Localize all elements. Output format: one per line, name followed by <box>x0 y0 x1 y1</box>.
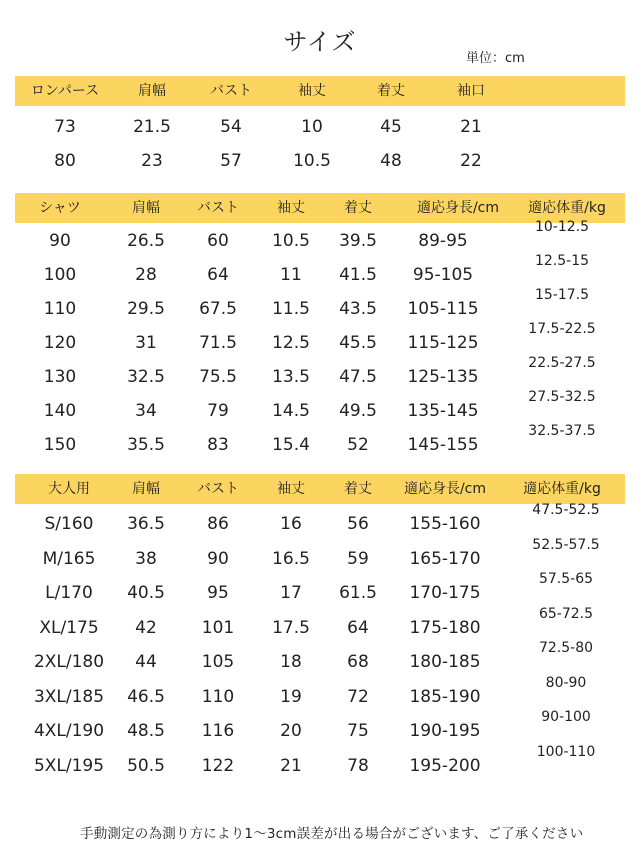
table-cell: 46.5 <box>127 686 165 707</box>
table-cell: 5XL/195 <box>33 755 105 776</box>
table-cell: 22.5-27.5 <box>528 355 596 371</box>
table-cell: 10.5 <box>293 151 331 171</box>
table-cell: 21 <box>460 117 482 137</box>
table-cell: 165-170 <box>409 548 481 569</box>
table-cell: 17.5 <box>272 617 310 638</box>
table-cell: 105-115 <box>407 299 479 319</box>
table-cell: 16 <box>280 514 302 534</box>
shirt-header-row <box>15 193 625 223</box>
table-cell: 83 <box>207 435 229 455</box>
table-cell: 11 <box>280 265 302 285</box>
table-cell: 72 <box>347 686 369 707</box>
table-cell: 65-72.5 <box>538 605 594 622</box>
table-cell: 110 <box>201 686 235 707</box>
table-cell: 45.5 <box>339 333 377 353</box>
table-cell: 31 <box>135 333 157 353</box>
table-cell: 90 <box>49 231 71 251</box>
header-cell: 袖口 <box>457 83 485 99</box>
table-cell: 125-135 <box>407 367 479 387</box>
table-cell: 15.4 <box>272 435 310 455</box>
table-cell: 23 <box>141 151 163 171</box>
table-cell: 40.5 <box>127 583 165 603</box>
table-cell: 140 <box>43 401 77 421</box>
table-cell: 44 <box>135 652 157 672</box>
table-cell: 79 <box>207 401 229 421</box>
table-cell: 115-125 <box>407 333 479 353</box>
header-cell: シャツ <box>39 200 81 216</box>
table-cell: 21.5 <box>133 117 171 137</box>
header-cell: 肩幅 <box>132 481 160 497</box>
table-cell: 95-105 <box>412 265 474 285</box>
unit-label: 単位：cm <box>466 51 525 66</box>
table-cell: 12.5 <box>272 333 310 353</box>
table-cell: 195-200 <box>409 755 481 776</box>
table-cell: 61.5 <box>339 583 377 603</box>
table-cell: 180-185 <box>409 652 481 672</box>
table-cell: 15-17.5 <box>534 287 590 303</box>
table-cell: 122 <box>201 755 235 776</box>
table-cell: 27.5-32.5 <box>528 389 596 405</box>
header-cell: 肩幅 <box>132 200 160 216</box>
table-cell: 28 <box>135 265 157 285</box>
header-cell: 適応身長/cm <box>416 200 500 216</box>
table-cell: 42 <box>135 617 157 638</box>
table-cell: 100-110 <box>536 743 596 760</box>
table-cell: 145-155 <box>407 435 479 455</box>
header-cell: ロンパース <box>30 83 100 99</box>
header-cell: 適応身長/cm <box>403 481 487 497</box>
table-cell: 12.5-15 <box>534 253 590 269</box>
table-cell: 73 <box>54 117 76 137</box>
header-cell: 肩幅 <box>138 83 166 99</box>
table-cell: 71.5 <box>199 333 237 353</box>
table-cell: 130 <box>43 367 77 387</box>
header-cell: 着丈 <box>344 200 372 216</box>
table-cell: 32.5-37.5 <box>528 423 596 439</box>
table-cell: 89-95 <box>418 231 468 251</box>
table-cell: 14.5 <box>272 401 310 421</box>
table-cell: 43.5 <box>339 299 377 319</box>
table-cell: 110 <box>43 299 77 319</box>
table-cell: 34 <box>135 401 157 421</box>
header-cell: 適応体重/kg <box>528 200 606 216</box>
table-cell: 29.5 <box>127 299 165 319</box>
table-cell: 57.5-65 <box>538 571 594 587</box>
shirt-size-table <box>15 193 625 455</box>
table-cell: 10 <box>301 117 323 137</box>
table-cell: 38 <box>135 548 157 569</box>
table-cell: 170-175 <box>409 583 481 603</box>
table-cell: 19 <box>280 686 302 707</box>
header-cell: 大人用 <box>48 481 90 497</box>
table-cell: 21 <box>280 755 302 776</box>
table-cell: 67.5 <box>199 299 237 319</box>
measurement-disclaimer: 手動測定の為測り方により1～3cm誤差が出る場合がございます、ご了承ください <box>80 826 584 842</box>
table-cell: 32.5 <box>127 367 165 387</box>
table-cell: M/165 <box>42 548 96 569</box>
table-cell: 190-195 <box>409 721 481 741</box>
table-cell: 52.5-57.5 <box>532 536 600 553</box>
header-cell: 袖丈 <box>277 481 305 497</box>
table-cell: 135-145 <box>407 401 479 421</box>
table-cell: 56 <box>347 514 369 534</box>
table-cell: 120 <box>43 333 77 353</box>
table-cell: 75.5 <box>199 367 237 387</box>
table-cell: 36.5 <box>127 514 165 534</box>
romper-size-table <box>15 76 625 171</box>
table-cell: 39.5 <box>339 231 377 251</box>
table-cell: 17.5-22.5 <box>528 321 596 337</box>
adult-size-table <box>15 474 625 776</box>
table-cell: 95 <box>207 583 229 603</box>
table-cell: 54 <box>220 117 242 137</box>
table-cell: 47.5-52.5 <box>532 502 600 518</box>
table-cell: 80-90 <box>545 674 587 691</box>
table-cell: 105 <box>201 652 235 672</box>
header-cell: バスト <box>197 200 239 216</box>
table-cell: 185-190 <box>409 686 481 707</box>
header-cell: 袖丈 <box>298 83 326 99</box>
table-cell: 35.5 <box>127 435 165 455</box>
table-cell: 68 <box>347 652 369 672</box>
table-cell: 48.5 <box>127 721 165 741</box>
header-cell: バスト <box>197 481 239 497</box>
header-cell: 袖丈 <box>277 200 305 216</box>
table-cell: 52 <box>347 435 369 455</box>
table-cell: 78 <box>347 755 369 776</box>
table-cell: 10-12.5 <box>534 219 590 235</box>
header-cell: 着丈 <box>377 83 405 99</box>
page-title: サイズ <box>283 28 357 56</box>
adult-header-row <box>15 474 625 504</box>
table-cell: 26.5 <box>127 231 165 251</box>
table-cell: 22 <box>460 151 482 171</box>
table-cell: S/160 <box>44 514 94 534</box>
table-cell: 60 <box>207 231 229 251</box>
table-cell: 4XL/190 <box>33 721 105 741</box>
table-cell: 17 <box>280 583 302 603</box>
table-cell: 64 <box>347 617 369 638</box>
table-cell: 155-160 <box>409 514 481 534</box>
table-cell: 2XL/180 <box>33 652 105 672</box>
table-cell: 75 <box>347 721 369 741</box>
table-cell: 100 <box>43 265 77 285</box>
table-cell: 20 <box>280 721 302 741</box>
table-cell: XL/175 <box>39 617 99 638</box>
table-cell: 50.5 <box>127 755 165 776</box>
table-cell: 47.5 <box>339 367 377 387</box>
header-cell: バスト <box>210 83 252 99</box>
table-cell: 16.5 <box>272 548 310 569</box>
table-cell: 49.5 <box>339 401 377 421</box>
table-cell: 116 <box>201 721 235 741</box>
table-cell: 59 <box>347 548 369 569</box>
table-cell: 10.5 <box>272 231 310 251</box>
table-cell: 45 <box>380 117 402 137</box>
table-cell: 86 <box>207 514 229 534</box>
table-cell: 175-180 <box>409 617 481 638</box>
table-cell: 72.5-80 <box>538 640 594 656</box>
table-cell: L/170 <box>45 583 93 603</box>
header-cell: 適応体重/kg <box>523 481 601 497</box>
table-cell: 80 <box>54 151 76 171</box>
header-cell: 着丈 <box>344 481 372 497</box>
table-cell: 90 <box>207 548 229 569</box>
table-cell: 3XL/185 <box>33 686 105 707</box>
table-cell: 18 <box>280 652 302 672</box>
table-cell: 64 <box>207 265 229 285</box>
table-cell: 90-100 <box>541 709 591 725</box>
table-cell: 150 <box>43 435 77 455</box>
table-cell: 48 <box>380 151 402 171</box>
table-cell: 41.5 <box>339 265 377 285</box>
table-cell: 57 <box>220 151 242 171</box>
table-cell: 11.5 <box>272 299 310 319</box>
table-cell: 13.5 <box>272 367 310 387</box>
romper-header-row <box>15 76 625 106</box>
table-cell: 101 <box>201 617 235 638</box>
